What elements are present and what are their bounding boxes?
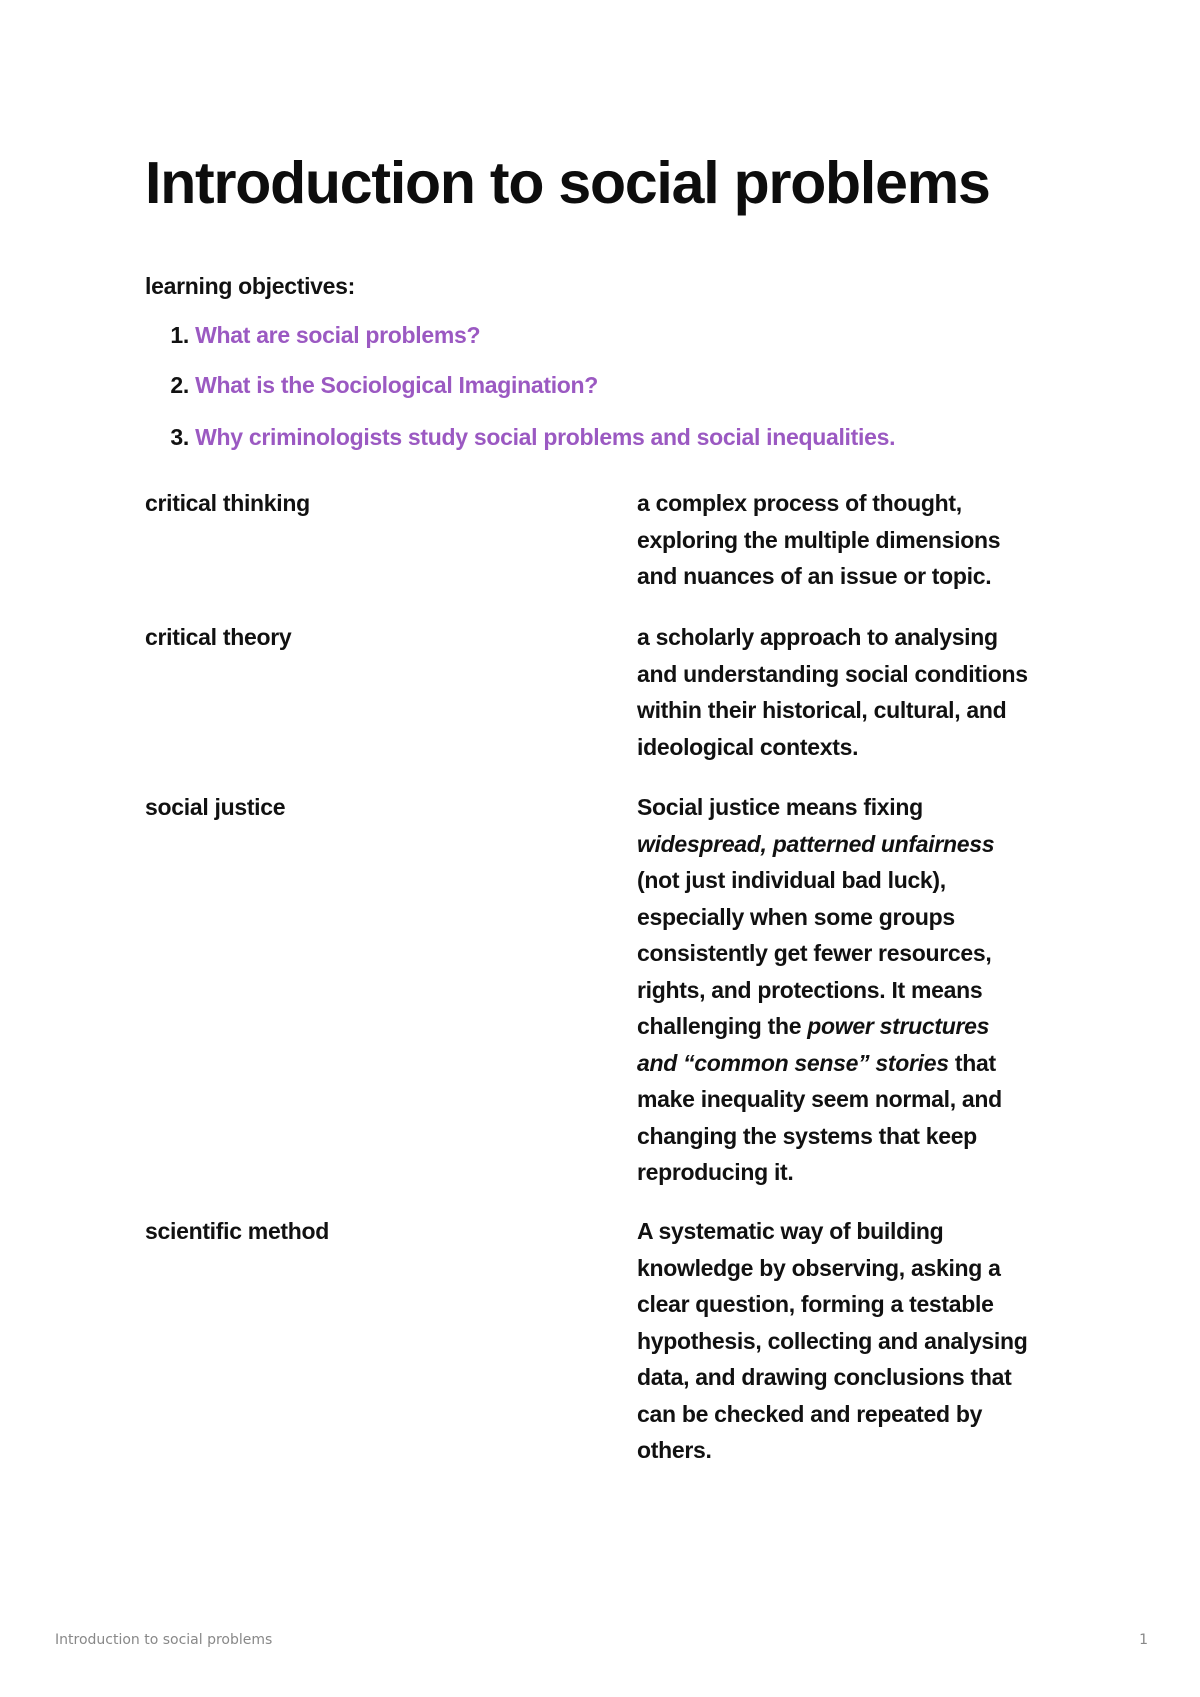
definition-line: and nuances of an issue or topic.: [637, 563, 992, 589]
definition-line: hypothesis, collecting and analysing: [637, 1327, 1028, 1354]
definition-line: changing the systems that keep: [637, 1122, 977, 1149]
objective-text: Why criminologists study social problems and social inequalities.: [195, 424, 896, 450]
definition-line: [637, 1045, 1057, 1082]
text-span: challenging the: [637, 1013, 808, 1039]
definition-line: [637, 1008, 1057, 1045]
footer-title: Introduction to social problems: [55, 1632, 273, 1648]
definition-line: A systematic way of building: [637, 1218, 944, 1244]
list-item: [145, 370, 895, 422]
list-number: 1.: [170, 322, 189, 348]
definition-line: knowledge by observing, asking a: [637, 1254, 1001, 1281]
glossary-row: [145, 619, 1065, 789]
definition-line: (not just individual bad luck),: [637, 867, 946, 893]
objective-text: What are social problems?: [195, 322, 481, 348]
definition-line: and understanding social conditions: [637, 660, 1028, 687]
italic-text: and “common sense” stories: [637, 1049, 949, 1076]
italic-text: widespread, patterned unfairness: [637, 830, 995, 857]
objectives-list: [145, 320, 895, 472]
definition-line: can be checked and repeated by: [637, 1400, 983, 1427]
definition-line: a scholarly approach to analysing: [637, 624, 998, 650]
list-number: 2.: [170, 372, 189, 398]
definition-line: make inequality seem normal, and: [637, 1086, 1002, 1112]
list-item: [145, 422, 895, 472]
definition-line: ideological contexts.: [637, 733, 859, 760]
glossary-row: [145, 1213, 1065, 1483]
glossary-term: critical thinking: [145, 490, 310, 516]
definition-line: rights, and protections. It means: [637, 976, 983, 1003]
definition-line: exploring the multiple dimensions: [637, 526, 1001, 553]
list-item: [145, 320, 895, 370]
page-title: Introduction to social problems: [145, 150, 990, 216]
page-number: 1: [1139, 1632, 1148, 1648]
glossary-row: [145, 789, 1065, 1213]
definition-line: within their historical, cultural, and: [637, 697, 1007, 723]
glossary-row: [145, 485, 1065, 619]
definition-line: especially when some groups: [637, 903, 955, 930]
definition-line: data, and drawing conclusions that: [637, 1364, 1012, 1390]
glossary-definition: [637, 789, 1057, 1191]
definition-line: others.: [637, 1437, 712, 1463]
glossary-term: scientific method: [145, 1218, 330, 1244]
definition-line: clear question, forming a testable: [637, 1291, 994, 1317]
objectives-label: learning objectives:: [145, 273, 356, 299]
definition-line: consistently get fewer resources,: [637, 940, 992, 966]
glossary-term: social justice: [145, 794, 286, 820]
italic-text: power structures: [807, 1013, 990, 1039]
glossary-definition: [637, 1213, 1057, 1469]
list-number: 3.: [170, 424, 189, 450]
objective-text: What is the Sociological Imagination?: [195, 372, 599, 398]
definition-line: Social justice means fixing: [637, 794, 923, 820]
glossary-table: [145, 485, 1065, 1483]
definition-line: [637, 826, 1057, 863]
glossary-definition: [637, 485, 1057, 595]
glossary-definition: [637, 619, 1057, 765]
definition-line: a complex process of thought,: [637, 490, 962, 516]
definition-line: reproducing it.: [637, 1159, 794, 1185]
text-span: that: [948, 1049, 996, 1076]
glossary-term: critical theory: [145, 624, 292, 650]
